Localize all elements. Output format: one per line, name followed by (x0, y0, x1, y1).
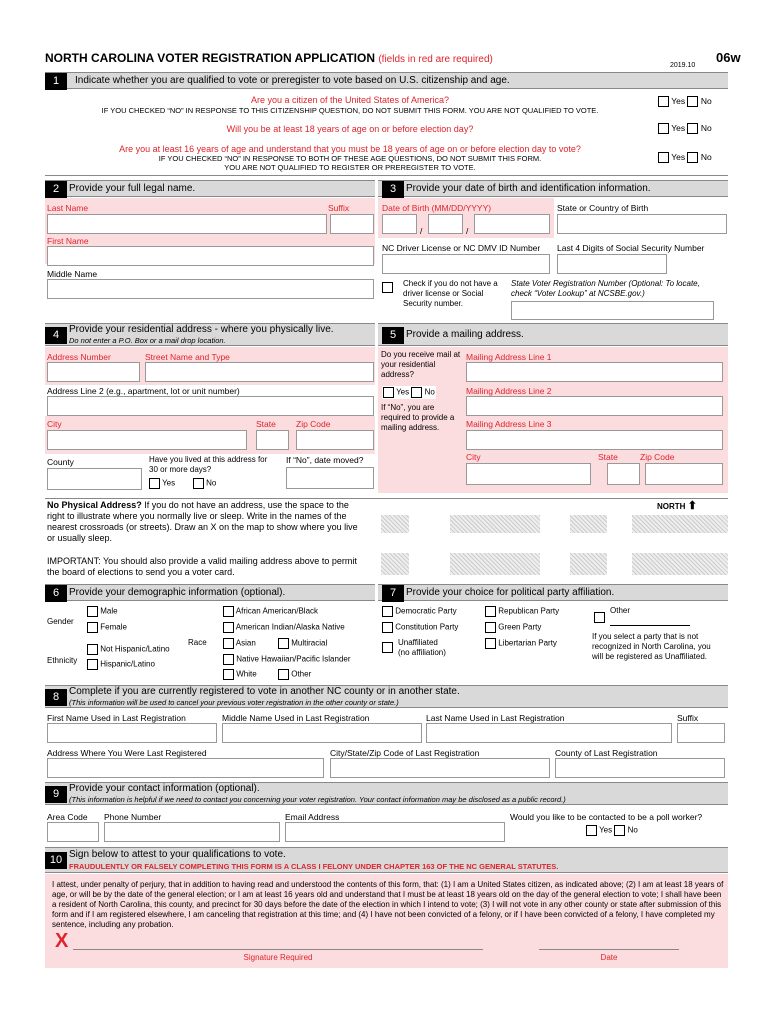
race-white-label: White (236, 669, 257, 679)
race-asian-checkbox[interactable] (223, 638, 234, 649)
map-block (632, 515, 728, 533)
male-checkbox[interactable] (87, 606, 98, 617)
prev-suffix-label: Suffix (677, 713, 699, 723)
section-title: Provide your choice for political party affiliation. (406, 587, 615, 598)
mail-line1-label: Mailing Address Line 1 (466, 352, 552, 362)
race-multiracial-label: Multiracial (291, 638, 328, 648)
map-block (450, 553, 540, 575)
race-native-label: American Indian/Alaska Native (235, 622, 345, 632)
section-title: Provide your contact information (optional). (69, 783, 260, 794)
citizen-note: IF YOU CHECKED “NO” IN RESPONSE TO THIS CITIZENSHIP QUESTION, DO NOT SUBMIT THIS FORM. YOU ARE NOT QUALIFIED TO VOTE. (101, 106, 599, 115)
other-party-input[interactable] (610, 616, 690, 626)
democratic-checkbox[interactable] (382, 606, 393, 617)
race-other-label: Other (291, 669, 312, 679)
age16-yes-checkbox[interactable] (658, 152, 669, 163)
yes-label: Yes (671, 123, 686, 133)
svrn-label: State Voter Registration Number (Optional: To locate, check “Voter Lookup” at NCSBE.gov.) (511, 279, 700, 298)
mail-line3-input[interactable] (466, 430, 723, 450)
middle-name-input[interactable] (47, 279, 374, 299)
map-block (570, 515, 607, 533)
signature-area (45, 874, 728, 968)
republican-label: Republican Party (498, 606, 560, 616)
receive-mail-question: Do you receive mail at your residential address? (381, 350, 461, 379)
prev-county-input[interactable] (555, 758, 725, 778)
date-line[interactable] (539, 934, 679, 950)
mail-zip-label: Zip Code (640, 452, 675, 462)
yes-label: Yes (599, 825, 613, 835)
prev-first-input[interactable] (47, 723, 217, 743)
city-input[interactable] (47, 430, 247, 450)
race-pacific-label: Native Hawaiian/Pacific Islander (236, 654, 351, 664)
race-multiracial-checkbox[interactable] (278, 638, 289, 649)
state-input[interactable] (256, 430, 289, 450)
date-moved-label: If “No”, date moved? (286, 455, 364, 465)
section-number: 4 (45, 327, 67, 344)
first-name-label: First Name (47, 236, 89, 246)
green-checkbox[interactable] (485, 622, 496, 633)
age18-no-checkbox[interactable] (687, 123, 698, 134)
no-physical-instructions: If you do not have an address, use the space to the right to illustrate where you normally live or sleep. Write in the names of the nearest crossroads (or streets). Draw an X on the map to show where you live or usually sleep. (47, 500, 358, 543)
no-license-checkbox-wrap (382, 282, 393, 293)
section-title: Provide your demographic information (optional). (69, 587, 286, 598)
demographics-body (45, 602, 375, 682)
no-label: No (700, 152, 712, 162)
section-number: 3 (382, 181, 404, 198)
age-16-question: Are you at least 16 years of age and understand that you must be 18 years of age on or before election day to vote? (119, 144, 581, 154)
street-input[interactable] (145, 362, 374, 382)
signature-x-mark: X (55, 930, 69, 952)
no-license-checkbox[interactable] (382, 282, 393, 293)
section-title: Sign below to attest to your qualifications to vote. (69, 849, 286, 860)
middle-name-label: Middle Name (47, 269, 98, 279)
no-label: No (206, 478, 217, 488)
race-asian-label: Asian (235, 638, 256, 648)
unaffiliated-text (398, 638, 446, 658)
north-label: NORTH (657, 502, 686, 511)
address-number-input[interactable] (47, 362, 140, 382)
age16-no-checkbox[interactable] (687, 152, 698, 163)
section-title: Provide your residential address - where you physically live. (69, 324, 334, 335)
no-license-label: Check if you do not have a driver license or Social Security number. (403, 279, 498, 308)
suffix-label: Suffix (328, 203, 350, 213)
race-pacific-checkbox[interactable] (223, 654, 234, 665)
ethnicity-label: Ethnicity (47, 656, 78, 665)
address-line2-label: Address Line 2 (e.g., apartment, lot or unit number) (47, 386, 240, 396)
poll-yes-checkbox[interactable] (586, 825, 597, 836)
yes-label: Yes (396, 387, 410, 397)
section-subtitle: Do not enter a P.O. Box or a mail drop location. (69, 336, 226, 345)
form-version: 2019.10 (670, 62, 696, 69)
city-label: City (47, 419, 62, 429)
race-black-checkbox[interactable] (223, 606, 234, 617)
map-block (632, 553, 728, 575)
birth-state-label: State or Country of Birth (557, 203, 649, 213)
divider (45, 498, 728, 499)
address-number-label: Address Number (47, 352, 111, 362)
signature-label: Signature Required (243, 953, 313, 962)
section-title: Complete if you are currently registered to vote in another NC county or in another state. (69, 686, 460, 697)
mail-city-label: City (466, 452, 481, 462)
section-number: 6 (45, 585, 67, 602)
section-5-header (378, 323, 728, 346)
state-label: State (256, 419, 276, 429)
section-number: 10 (45, 852, 67, 869)
unaffiliated-checkbox[interactable] (382, 642, 393, 653)
race-other-checkbox[interactable] (278, 669, 289, 680)
section-number: 2 (45, 181, 67, 198)
mail-state-input[interactable] (607, 463, 640, 485)
mail-city-input[interactable] (466, 463, 591, 485)
dob-month-input[interactable] (382, 214, 417, 234)
section-7-header (378, 584, 728, 601)
date-label: Date (600, 953, 618, 962)
first-name-input[interactable] (47, 246, 374, 266)
other-party-checkbox[interactable] (594, 612, 605, 623)
constitution-label: Constitution Party (395, 622, 459, 632)
poll-worker-label: Would you like to be contacted to be a poll worker? (510, 812, 703, 822)
address-line2-input[interactable] (47, 396, 374, 416)
no-physical-address-text (47, 500, 359, 544)
section-subtitle: (This information will be used to cancel your previous voter registration in the other county or state.) (69, 698, 399, 707)
signature-line[interactable] (73, 934, 483, 950)
county-label: County (47, 457, 74, 467)
ssn-input[interactable] (557, 254, 667, 274)
prev-csz-input[interactable] (330, 758, 550, 778)
race-white-checkbox[interactable] (223, 669, 234, 680)
section-number: 1 (45, 73, 67, 90)
prev-suffix-input[interactable] (677, 723, 725, 743)
mail-line3-label: Mailing Address Line 3 (466, 419, 552, 429)
age16-yes-no (658, 152, 712, 163)
no-label: No (627, 825, 638, 835)
citizen-no-checkbox[interactable] (687, 96, 698, 107)
street-label: Street Name and Type (145, 352, 230, 362)
yes-label: Yes (162, 478, 176, 488)
license-label: NC Driver License or NC DMV ID Number (382, 243, 541, 253)
svrn-input[interactable] (511, 301, 714, 320)
race-native-checkbox[interactable] (223, 622, 234, 633)
citizen-yes-no (658, 96, 712, 107)
constitution-checkbox[interactable] (382, 622, 393, 633)
hispanic-checkbox[interactable] (87, 659, 98, 670)
unaffiliated-label: Unaffiliated (398, 638, 438, 647)
form-title-text: NORTH CAROLINA VOTER REGISTRATION APPLICATION (45, 51, 375, 65)
female-label: Female (100, 622, 127, 632)
section-9-header (45, 782, 728, 805)
section-1-body (45, 92, 728, 176)
no-physical-heading: No Physical Address? (47, 500, 142, 510)
no-label: No (424, 387, 435, 397)
section-number: 9 (45, 786, 67, 803)
other-party-label: Other (610, 606, 631, 615)
citizen-yes-checkbox[interactable] (658, 96, 669, 107)
section-6-header (45, 584, 375, 601)
no-physical-important: IMPORTANT: You should also provide a valid mailing address above to permit the board of elections to send you a voter card. (47, 556, 357, 577)
map-block (381, 515, 409, 533)
license-input[interactable] (382, 254, 550, 274)
section-number: 7 (382, 585, 404, 602)
prev-csz-label: City/State/Zip Code of Last Registration (330, 748, 480, 758)
phone-label: Phone Number (104, 812, 162, 822)
mail-no-checkbox[interactable] (411, 387, 422, 398)
zip-input[interactable] (296, 430, 374, 450)
no-label: No (700, 123, 712, 133)
dob-year-input[interactable] (474, 214, 550, 234)
no-label: No (700, 96, 712, 106)
prev-address-input[interactable] (47, 758, 324, 778)
north-arrow-icon: ⬆ (687, 500, 697, 512)
democratic-label: Democratic Party (395, 606, 457, 616)
last-name-label: Last Name (47, 203, 89, 213)
map-block (570, 553, 607, 575)
age18-yes-no (658, 123, 712, 134)
yes-label: Yes (671, 96, 686, 106)
area-code-label: Area Code (47, 812, 88, 822)
mail-state-label: State (598, 452, 618, 462)
dob-label: Date of Birth (MM/DD/YYYY) (382, 203, 492, 213)
birth-state-input[interactable] (557, 214, 727, 234)
race-black-label: African American/Black (235, 606, 319, 616)
age-18-question: Will you be at least 18 years of age on or before election day? (226, 124, 474, 134)
republican-checkbox[interactable] (485, 606, 496, 617)
felony-warning: FRAUDULENTLY OR FALSELY COMPLETING THIS FORM IS A CLASS I FELONY UNDER CHAPTER 163 OF THE NC GENERAL STATUTES. (69, 862, 559, 871)
mail-line2-input[interactable] (466, 396, 723, 416)
lived-yes-no (149, 478, 216, 489)
not-hispanic-label: Not Hispanic/Latino (100, 644, 170, 654)
lived-no-checkbox[interactable] (193, 478, 204, 489)
section-number: 8 (45, 689, 67, 706)
party-note: If you select a party that is not recognized in North Carolina, you will be registered as Unaffiliated. (592, 632, 711, 661)
mail-yes-checkbox[interactable] (383, 387, 394, 398)
age18-yes-checkbox[interactable] (658, 123, 669, 134)
party-body (378, 602, 728, 682)
dob-slash: / (466, 226, 469, 236)
citizen-question: Are you a citizen of the United States of America? (250, 95, 450, 105)
section-title: Provide a mailing address. (406, 329, 524, 340)
no-affiliation-label: (no affiliation) (398, 648, 446, 657)
hispanic-label: Hispanic/Latino (100, 659, 155, 669)
section-number: 5 (382, 327, 404, 344)
not-hispanic-checkbox[interactable] (87, 644, 98, 655)
prev-address-label: Address Where You Were Last Registered (47, 748, 207, 758)
poll-yes-no (586, 825, 638, 836)
required-note: (fields in red are required) (378, 54, 493, 65)
gender-label: Gender (47, 617, 74, 626)
email-input[interactable] (285, 822, 505, 842)
suffix-input[interactable] (330, 214, 374, 234)
prev-middle-input[interactable] (222, 723, 422, 743)
date-moved-input[interactable] (286, 467, 374, 489)
dob-day-input[interactable] (428, 214, 463, 234)
attestation-text: I attest, under penalty of perjury, that in addition to having read and understood the contents of this form, that: (1) I am a United States citizen, as indicated above; (2) I am at least 18 years of age, or will be by the date of the general election; or I am at least 16 years old and understand that I must be at least 18 years old on the day of the general election to vote; I shall have been a resident of North Carolina, this county, and precinct for 30 days before the date of the election in which I intend to vote; (3) I will not vote in any other county or state after submission of this form and if I am registered elsewhere, I am canceling that registration at this time; and (4) I have not been convicted of a felony, or if I have been convicted of a felony, I have completed my sentence, including any probation. (52, 880, 724, 929)
map-block (450, 515, 540, 533)
map-block (381, 553, 409, 575)
race-label: Race (188, 638, 207, 647)
ssn-label: Last 4 Digits of Social Security Number (557, 243, 705, 253)
mail-line2-label: Mailing Address Line 2 (466, 386, 552, 396)
section-2-header (45, 180, 375, 197)
lived-yes-checkbox[interactable] (149, 478, 160, 489)
section-10-header (45, 847, 728, 873)
age-note-2: YOU ARE NOT QUALIFIED TO REGISTER OR PREREGISTER TO VOTE. (224, 163, 476, 172)
yes-label: Yes (671, 152, 686, 162)
mail-yes-no (382, 386, 436, 399)
section-4-header (45, 323, 375, 346)
section-subtitle: (This information is helpful if we need to contact you concerning your voter registration. Your contact information may be disclosed as a public record.) (69, 795, 566, 804)
libertarian-checkbox[interactable] (485, 638, 496, 649)
lived-30-days-label: Have you lived at this address for 30 or more days? (149, 455, 268, 474)
county-input[interactable] (47, 468, 142, 490)
female-checkbox[interactable] (87, 622, 98, 633)
prev-middle-label: Middle Name Used in Last Registration (222, 713, 370, 723)
age-note-1: IF YOU CHECKED “NO” IN RESPONSE TO BOTH OF THESE AGE QUESTIONS, DO NOT SUBMIT THIS FORM. (158, 154, 542, 163)
zip-label: Zip Code (296, 419, 331, 429)
section-3-header (378, 180, 728, 197)
section-title: Indicate whether you are qualified to vote or preregister to vote based on U.S. citizenship and age. (75, 75, 510, 86)
section-1-header (45, 72, 728, 89)
mailing-required-note: If “No”, you are required to provide a mailing address. (381, 403, 455, 432)
prev-first-label: First Name Used in Last Registration (47, 713, 186, 723)
section-8-header (45, 685, 728, 708)
form-title (45, 51, 493, 65)
prev-last-label: Last Name Used in Last Registration (426, 713, 565, 723)
mail-line1-input[interactable] (466, 362, 723, 382)
green-label: Green Party (498, 622, 542, 632)
area-code-input[interactable] (47, 822, 99, 842)
phone-input[interactable] (104, 822, 280, 842)
north-indicator (657, 499, 697, 512)
prev-last-input[interactable] (426, 723, 672, 743)
section-title: Provide your date of birth and identification information. (406, 183, 651, 194)
libertarian-label: Libertarian Party (498, 638, 557, 648)
section-title: Provide your full legal name. (69, 183, 196, 194)
prev-county-label: County of Last Registration (555, 748, 658, 758)
last-name-input[interactable] (47, 214, 327, 234)
poll-no-checkbox[interactable] (614, 825, 625, 836)
dob-slash: / (420, 226, 423, 236)
male-label: Male (100, 606, 118, 616)
form-code: 06w (716, 50, 741, 65)
email-label: Email Address (285, 812, 340, 822)
mail-zip-input[interactable] (645, 463, 723, 485)
